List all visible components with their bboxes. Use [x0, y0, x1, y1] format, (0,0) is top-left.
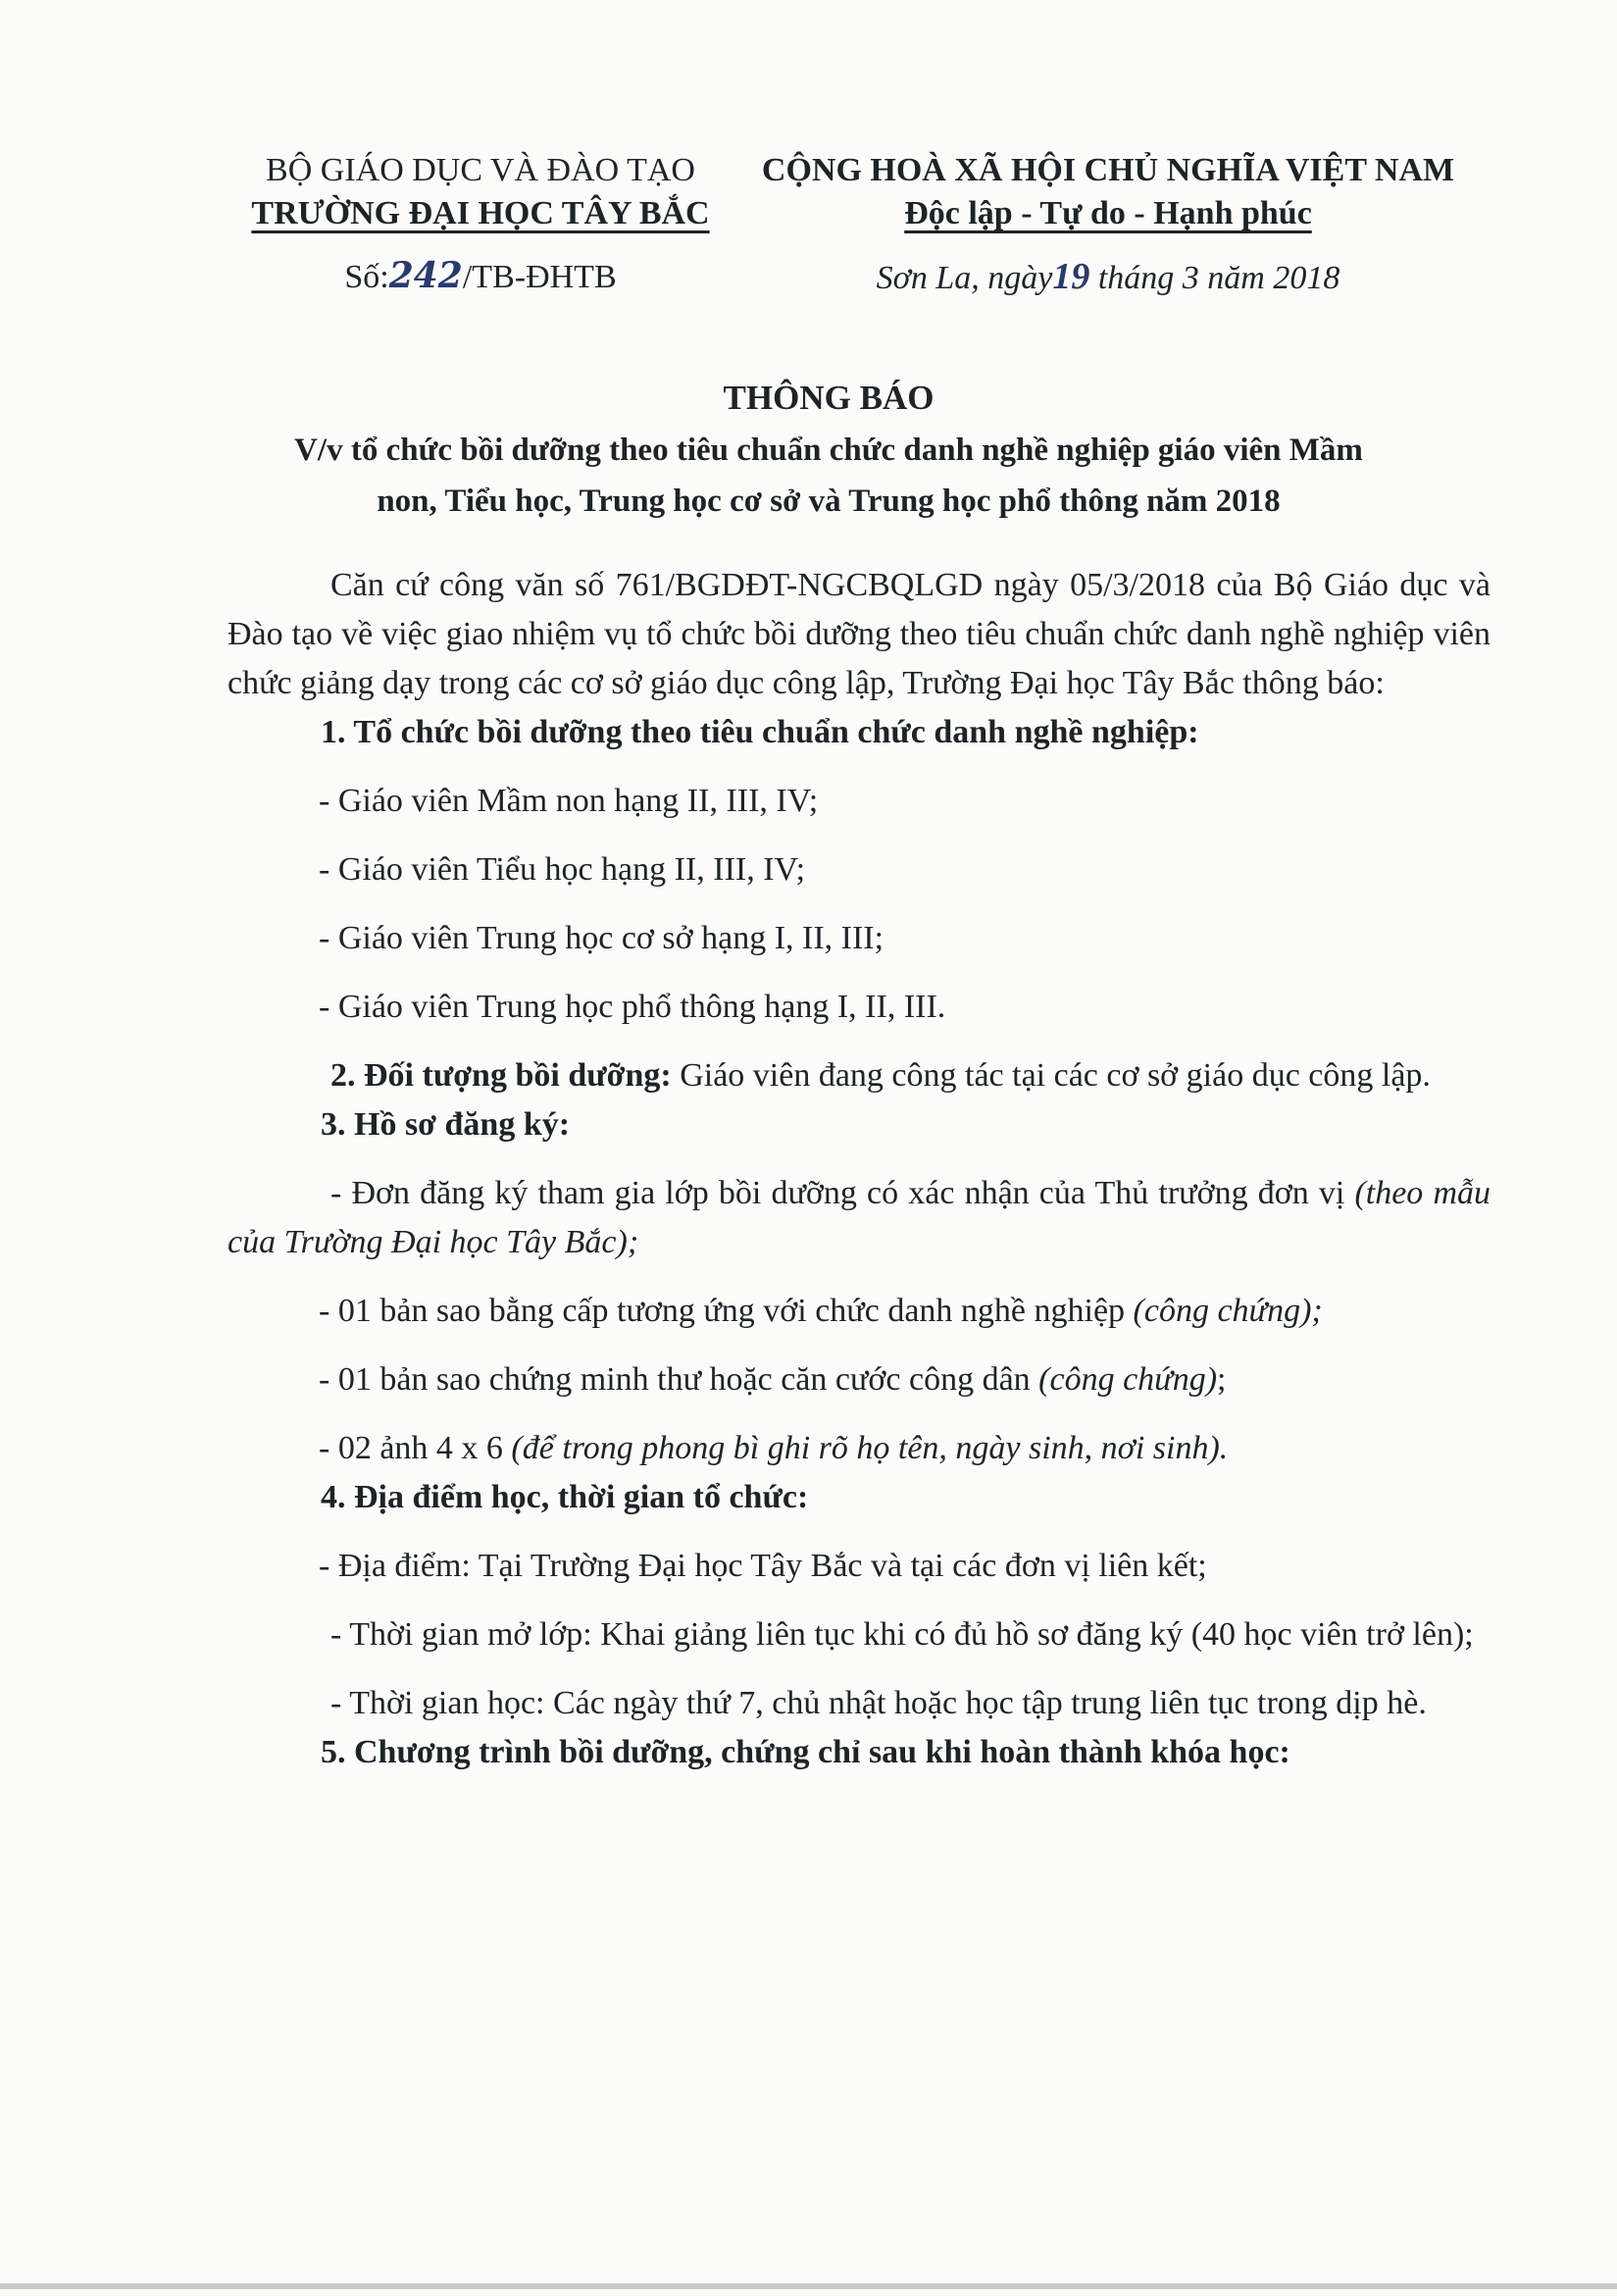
section1-item: - Giáo viên Trung học phổ thông hạng I, II, III. — [319, 989, 946, 1025]
document-body — [227, 561, 1491, 1777]
scan-edge — [0, 2283, 1617, 2289]
date-suffix: tháng 3 năm 2018 — [1097, 260, 1340, 296]
section3-item: - Đơn đăng ký tham gia lớp bồi dưỡng có xác nhận của Thủ trưởng đơn vị (theo mẫu của Trường Đại học Tây Bắc); — [227, 1175, 1491, 1260]
subject-line-2: non, Tiểu học, Trung học cơ sở và Trung học phổ thông năm 2018 — [377, 484, 1281, 519]
country-name: CỘNG HOÀ XÃ HỘI CHỦ NGHĨA VIỆT NAM — [761, 152, 1455, 188]
ref-suffix: /TB-ĐHTB — [462, 259, 617, 295]
section5-heading: 5. Chương trình bồi dưỡng, chứng chỉ sau khi hoàn thành khóa học: — [321, 1734, 1290, 1770]
document-number — [245, 255, 716, 296]
university-name: TRƯỜNG ĐẠI HỌC TÂY BẮC — [251, 195, 710, 231]
section3-item: - 01 bản sao chứng minh thư hoặc căn cước công dân (công chứng); — [319, 1361, 1227, 1398]
section1-item: - Giáo viên Mầm non hạng II, III, IV; — [319, 783, 819, 819]
section2-heading: 2. Đối tượng bồi dưỡng: — [330, 1057, 672, 1094]
motto: Độc lập - Tự do - Hạnh phúc — [904, 195, 1312, 231]
section4-item: - Thời gian mở lớp: Khai giảng liên tục khi có đủ hồ sơ đăng ký (40 học viên trở lên); — [330, 1616, 1474, 1653]
national-motto-block — [755, 149, 1461, 235]
section4-item: - Địa điểm: Tại Trường Đại học Tây Bắc và tại các đơn vị liên kết; — [319, 1548, 1207, 1584]
ministry-name: BỘ GIÁO DỤC VÀ ĐÀO TẠO — [266, 152, 695, 188]
section1-item: - Giáo viên Tiểu học hạng II, III, IV; — [319, 851, 806, 888]
ref-prefix: Số: — [344, 259, 389, 295]
section1-heading: 1. Tổ chức bồi dưỡng theo tiêu chuẩn chức danh nghề nghiệp: — [321, 714, 1199, 750]
ref-number-handwritten: 242 — [388, 255, 463, 296]
section3-item: - 01 bản sao bằng cấp tương ứng với chức danh nghề nghiệp (công chứng); — [319, 1293, 1323, 1329]
date-day-handwritten: 19 — [1052, 256, 1090, 297]
section2-paragraph — [227, 1051, 1491, 1100]
section4-heading: 4. Địa điểm học, thời gian tổ chức: — [321, 1479, 809, 1515]
section1-item: - Giáo viên Trung học cơ sở hạng I, II, III; — [319, 920, 884, 956]
issue-date — [755, 255, 1461, 298]
intro-paragraph: Căn cứ công văn số 761/BGDĐT-NGCBQLGD ngày 05/3/2018 của Bộ Giáo dục và Đào tạo về việc giao nhiệm vụ tổ chức bồi dưỡng theo tiêu chuẩn chức danh nghề nghiệp viên chức giảng dạy trong các cơ sở giáo dục công lập, Trường Đại học Tây Bắc thông báo: — [227, 567, 1491, 701]
date-prefix: Sơn La, ngày — [876, 260, 1053, 296]
document-title: THÔNG BÁO — [723, 379, 935, 417]
section4-item: - Thời gian học: Các ngày thứ 7, chủ nhật hoặc học tập trung liên tục trong dịp hè. — [330, 1685, 1427, 1721]
section2-text: Giáo viên đang công tác tại các cơ sở giáo dục công lập. — [671, 1057, 1431, 1094]
section3-heading: 3. Hồ sơ đăng ký: — [321, 1106, 571, 1143]
document-subject — [196, 425, 1461, 527]
issuer-block — [245, 149, 716, 235]
subject-line-1: V/v tổ chức bồi dưỡng theo tiêu chuẩn chức danh nghề nghiệp giáo viên Mầm — [294, 433, 1363, 468]
section3-item: - 02 ảnh 4 x 6 (để trong phong bì ghi rõ họ tên, ngày sinh, nơi sinh). — [319, 1430, 1229, 1466]
